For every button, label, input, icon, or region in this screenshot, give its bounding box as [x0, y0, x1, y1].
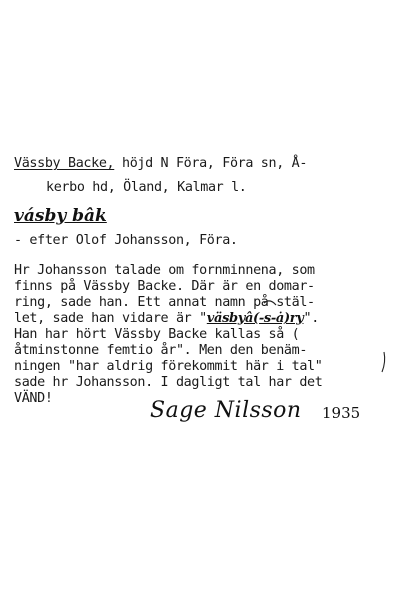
source-line: - efter Olof Johansson, Föra.: [14, 233, 238, 248]
body-line-1: Hr Johansson talade om fornminnena, som: [14, 263, 315, 278]
handwritten-correction-mark: [264, 301, 276, 305]
body-line-9: VÄND!: [14, 391, 53, 406]
place-location: höjd N Föra, Föra sn, Å-: [114, 156, 308, 171]
body-line-3: ring, sade han. Ett annat namn på stäl-: [14, 295, 315, 310]
body-line-5: Han har hört Vässby Backe kallas så (: [14, 327, 300, 342]
body-line-4-end: ".: [303, 311, 319, 326]
handwritten-margin-stroke: [382, 352, 385, 372]
body-line-6: åtminstonne femtio år". Men den benäm-: [14, 343, 308, 358]
body-line-4-text: let, sade han vidare är ": [14, 311, 207, 326]
place-name: Vässby Backe,: [14, 156, 115, 171]
body-line-8: sade hr Johansson. I dagligt tal har det: [14, 375, 323, 390]
place-line-2: kerbo hd, Öland, Kalmar l.: [46, 180, 247, 195]
signature: Sage Nilsson: [150, 398, 302, 423]
handwritten-phonetic: väsbyâ(-s-ȧ)ry: [206, 311, 304, 326]
body-line-2: finns på Vässby Backe. Där är en domar-: [14, 279, 315, 294]
year: 1935: [322, 404, 361, 422]
body-line-7: ningen "har aldrig förekommit här i tal": [14, 359, 323, 374]
handwritten-heading: vásby bâk: [14, 206, 107, 226]
